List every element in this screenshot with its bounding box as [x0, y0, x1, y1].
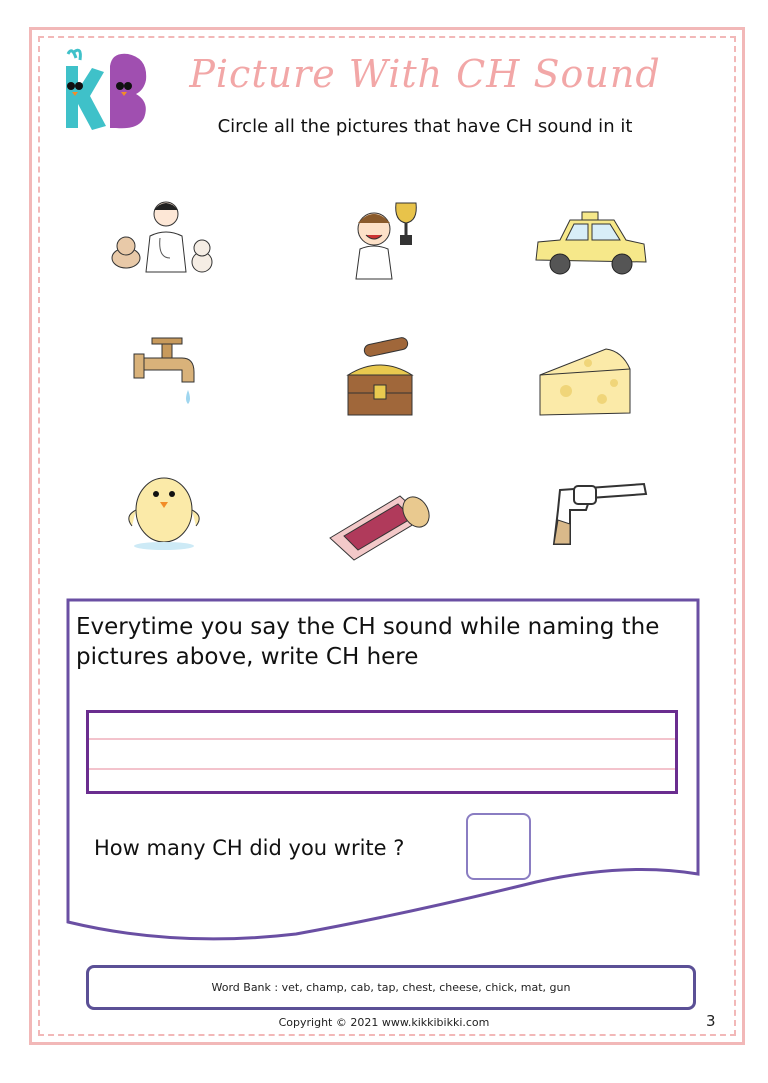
picture-cheese[interactable]	[526, 335, 646, 425]
picture-chest[interactable]	[320, 335, 440, 425]
writing-guide-band	[89, 738, 675, 770]
activity-instruction: Everytime you say the CH sound while naming the pictures above, write CH here	[76, 614, 660, 670]
picture-tap[interactable]	[106, 330, 226, 420]
picture-mat[interactable]	[320, 478, 440, 568]
writing-lines[interactable]	[86, 710, 678, 794]
word-bank: Word Bank : vet, champ, cab, tap, chest, cheese, chick, mat, gun	[86, 965, 696, 1010]
page-title: Picture With CH Sound	[189, 52, 661, 96]
copyright: Copyright © 2021 www.kikkibikki.com	[278, 1016, 490, 1029]
picture-gun[interactable]	[540, 470, 660, 560]
picture-cab[interactable]	[530, 200, 650, 290]
picture-chick[interactable]	[104, 460, 224, 550]
picture-champ[interactable]	[326, 195, 446, 285]
instruction-text: Circle all the pictures that have CH sound in it	[217, 116, 633, 137]
picture-vet[interactable]	[104, 192, 224, 282]
kikkibikki-logo	[52, 46, 152, 132]
count-question: How many CH did you write ?	[94, 836, 405, 860]
count-answer-box[interactable]	[466, 813, 531, 880]
page-number: 3	[706, 1012, 716, 1030]
